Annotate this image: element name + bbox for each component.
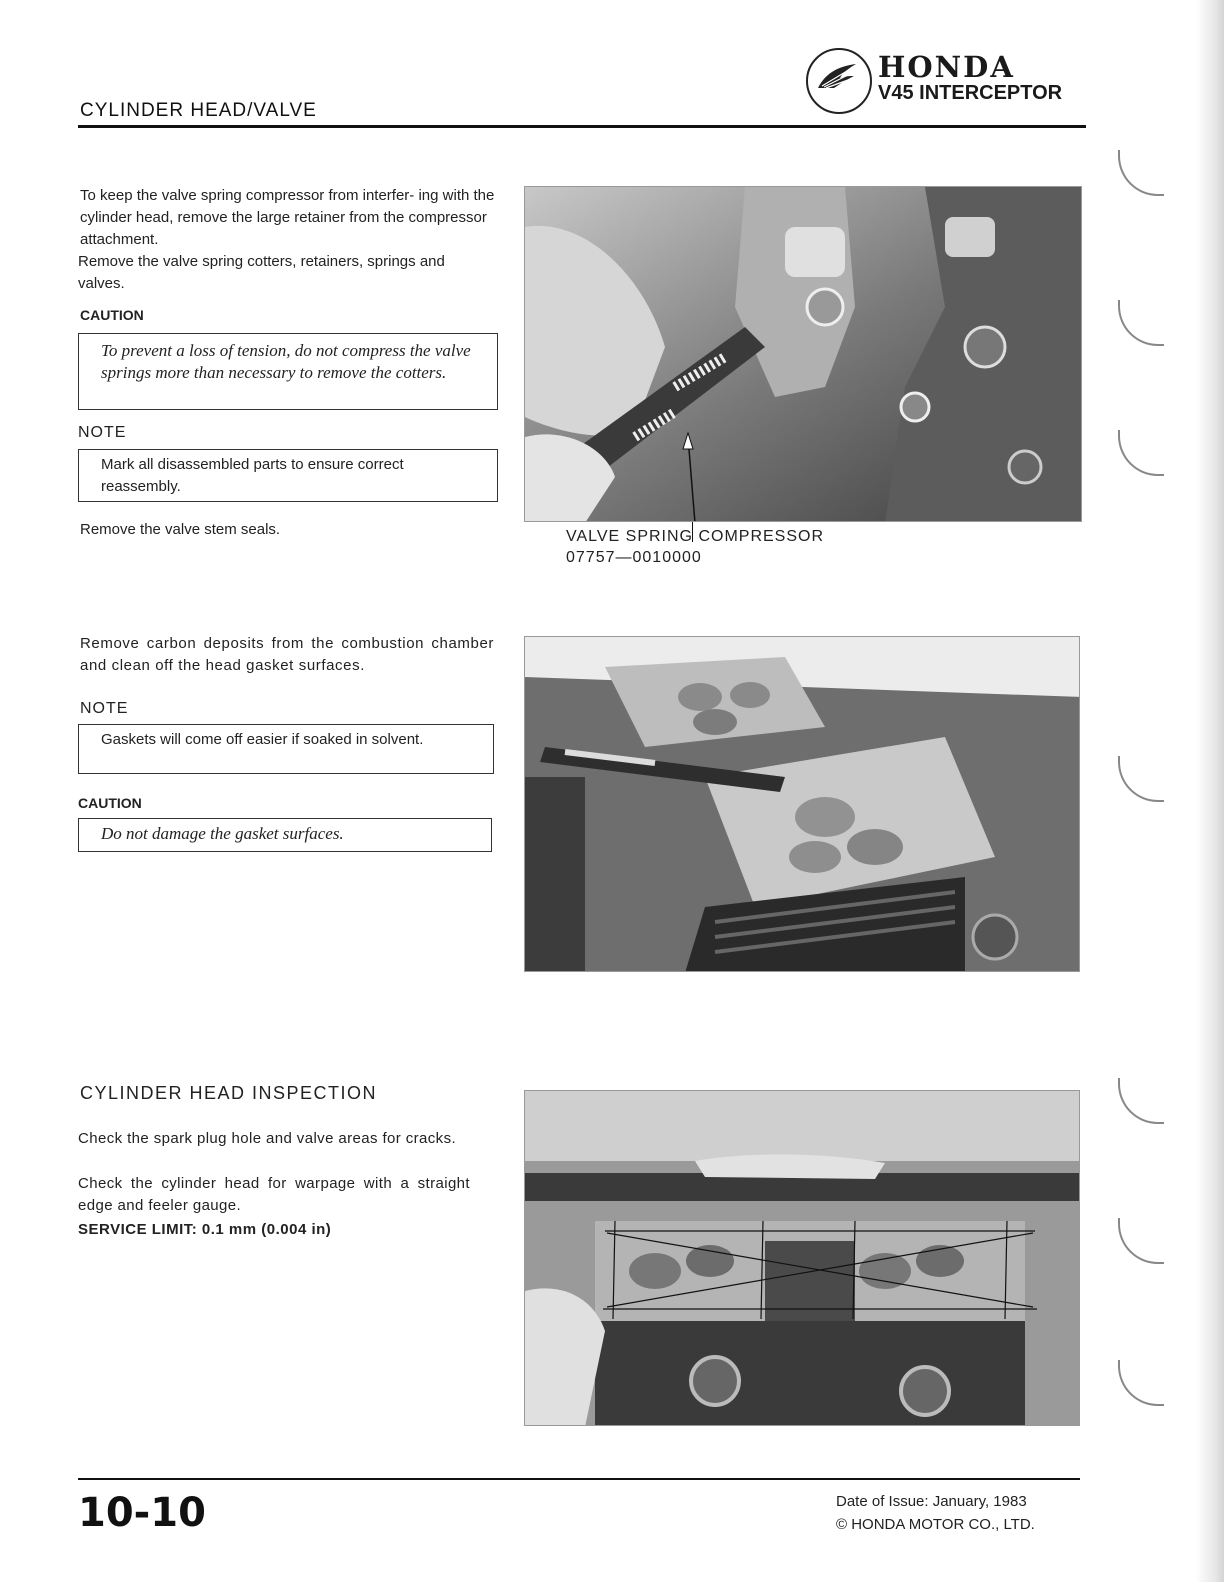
instruction-check-cracks: Check the spark plug hole and valve areas for cracks.: [78, 1130, 457, 1147]
brand-logo: HONDA: [878, 50, 1015, 84]
binder-ring-mark: [1118, 1218, 1164, 1264]
service-limit: SERVICE LIMIT: 0.1 mm (0.004 in): [78, 1221, 332, 1238]
note-label-2: NOTE: [80, 700, 129, 717]
caution-label-2: CAUTION: [78, 795, 142, 811]
caution-label: CAUTION: [80, 307, 144, 323]
binder-ring-mark: [1118, 1360, 1164, 1406]
instruction-stem-seals: Remove the valve stem seals.: [80, 521, 281, 538]
caption-tool-name: VALVE SPRING COMPRESSOR: [566, 528, 825, 545]
note-box: Mark all disassembled parts to ensure correct reassembly.: [78, 449, 498, 502]
instruction-remove-cotters: Remove the valve spring cotters, retainers, springs and valves.: [78, 253, 445, 292]
page-edge-shadow: [1196, 0, 1224, 1582]
instruction-retainer: To keep the valve spring compressor from interfer- ing with the cylinder head, remove the large retainer from the compressor attachment.: [80, 187, 495, 248]
binder-ring-mark: [1118, 1078, 1164, 1124]
instruction-check-warpage: Check the cylinder head for warpage with a straight edge and feeler gauge.: [78, 1175, 470, 1214]
section-title: CYLINDER HEAD/VALVE: [80, 100, 317, 121]
inspection-heading: CYLINDER HEAD INSPECTION: [80, 1083, 378, 1103]
model-name: V45 INTERCEPTOR: [878, 82, 1063, 104]
binder-ring-mark: [1118, 300, 1164, 346]
note-box-2: Gaskets will come off easier if soaked in solvent.: [78, 724, 494, 774]
instruction-carbon-deposits: Remove carbon deposits from the combustion chamber and clean off the head gasket surfaces.: [80, 635, 494, 674]
binder-ring-mark: [1118, 150, 1164, 196]
photo-gasket-surface: [524, 636, 1080, 972]
photo-valve-spring-compressor: [524, 186, 1082, 522]
copyright: © HONDA MOTOR CO., LTD.: [836, 1516, 1035, 1533]
note-label: NOTE: [78, 424, 127, 441]
photo-warpage-check: [524, 1090, 1080, 1426]
issue-info: [836, 1490, 1035, 1536]
caption-tool-number: 07757—0010000: [566, 549, 702, 566]
caution-box: To prevent a loss of tension, do not compress the valve springs more than necessary to remove the cotters.: [78, 333, 498, 410]
page-number: 10-10: [78, 1490, 206, 1536]
date-of-issue: Date of Issue: January, 1983: [836, 1493, 1027, 1510]
header-rule: [78, 125, 1086, 128]
binder-ring-mark: [1118, 756, 1164, 802]
footer-rule: [78, 1478, 1080, 1480]
binder-ring-mark: [1118, 430, 1164, 476]
wing-icon: [816, 62, 858, 92]
caution-box-2: Do not damage the gasket surfaces.: [78, 818, 492, 852]
